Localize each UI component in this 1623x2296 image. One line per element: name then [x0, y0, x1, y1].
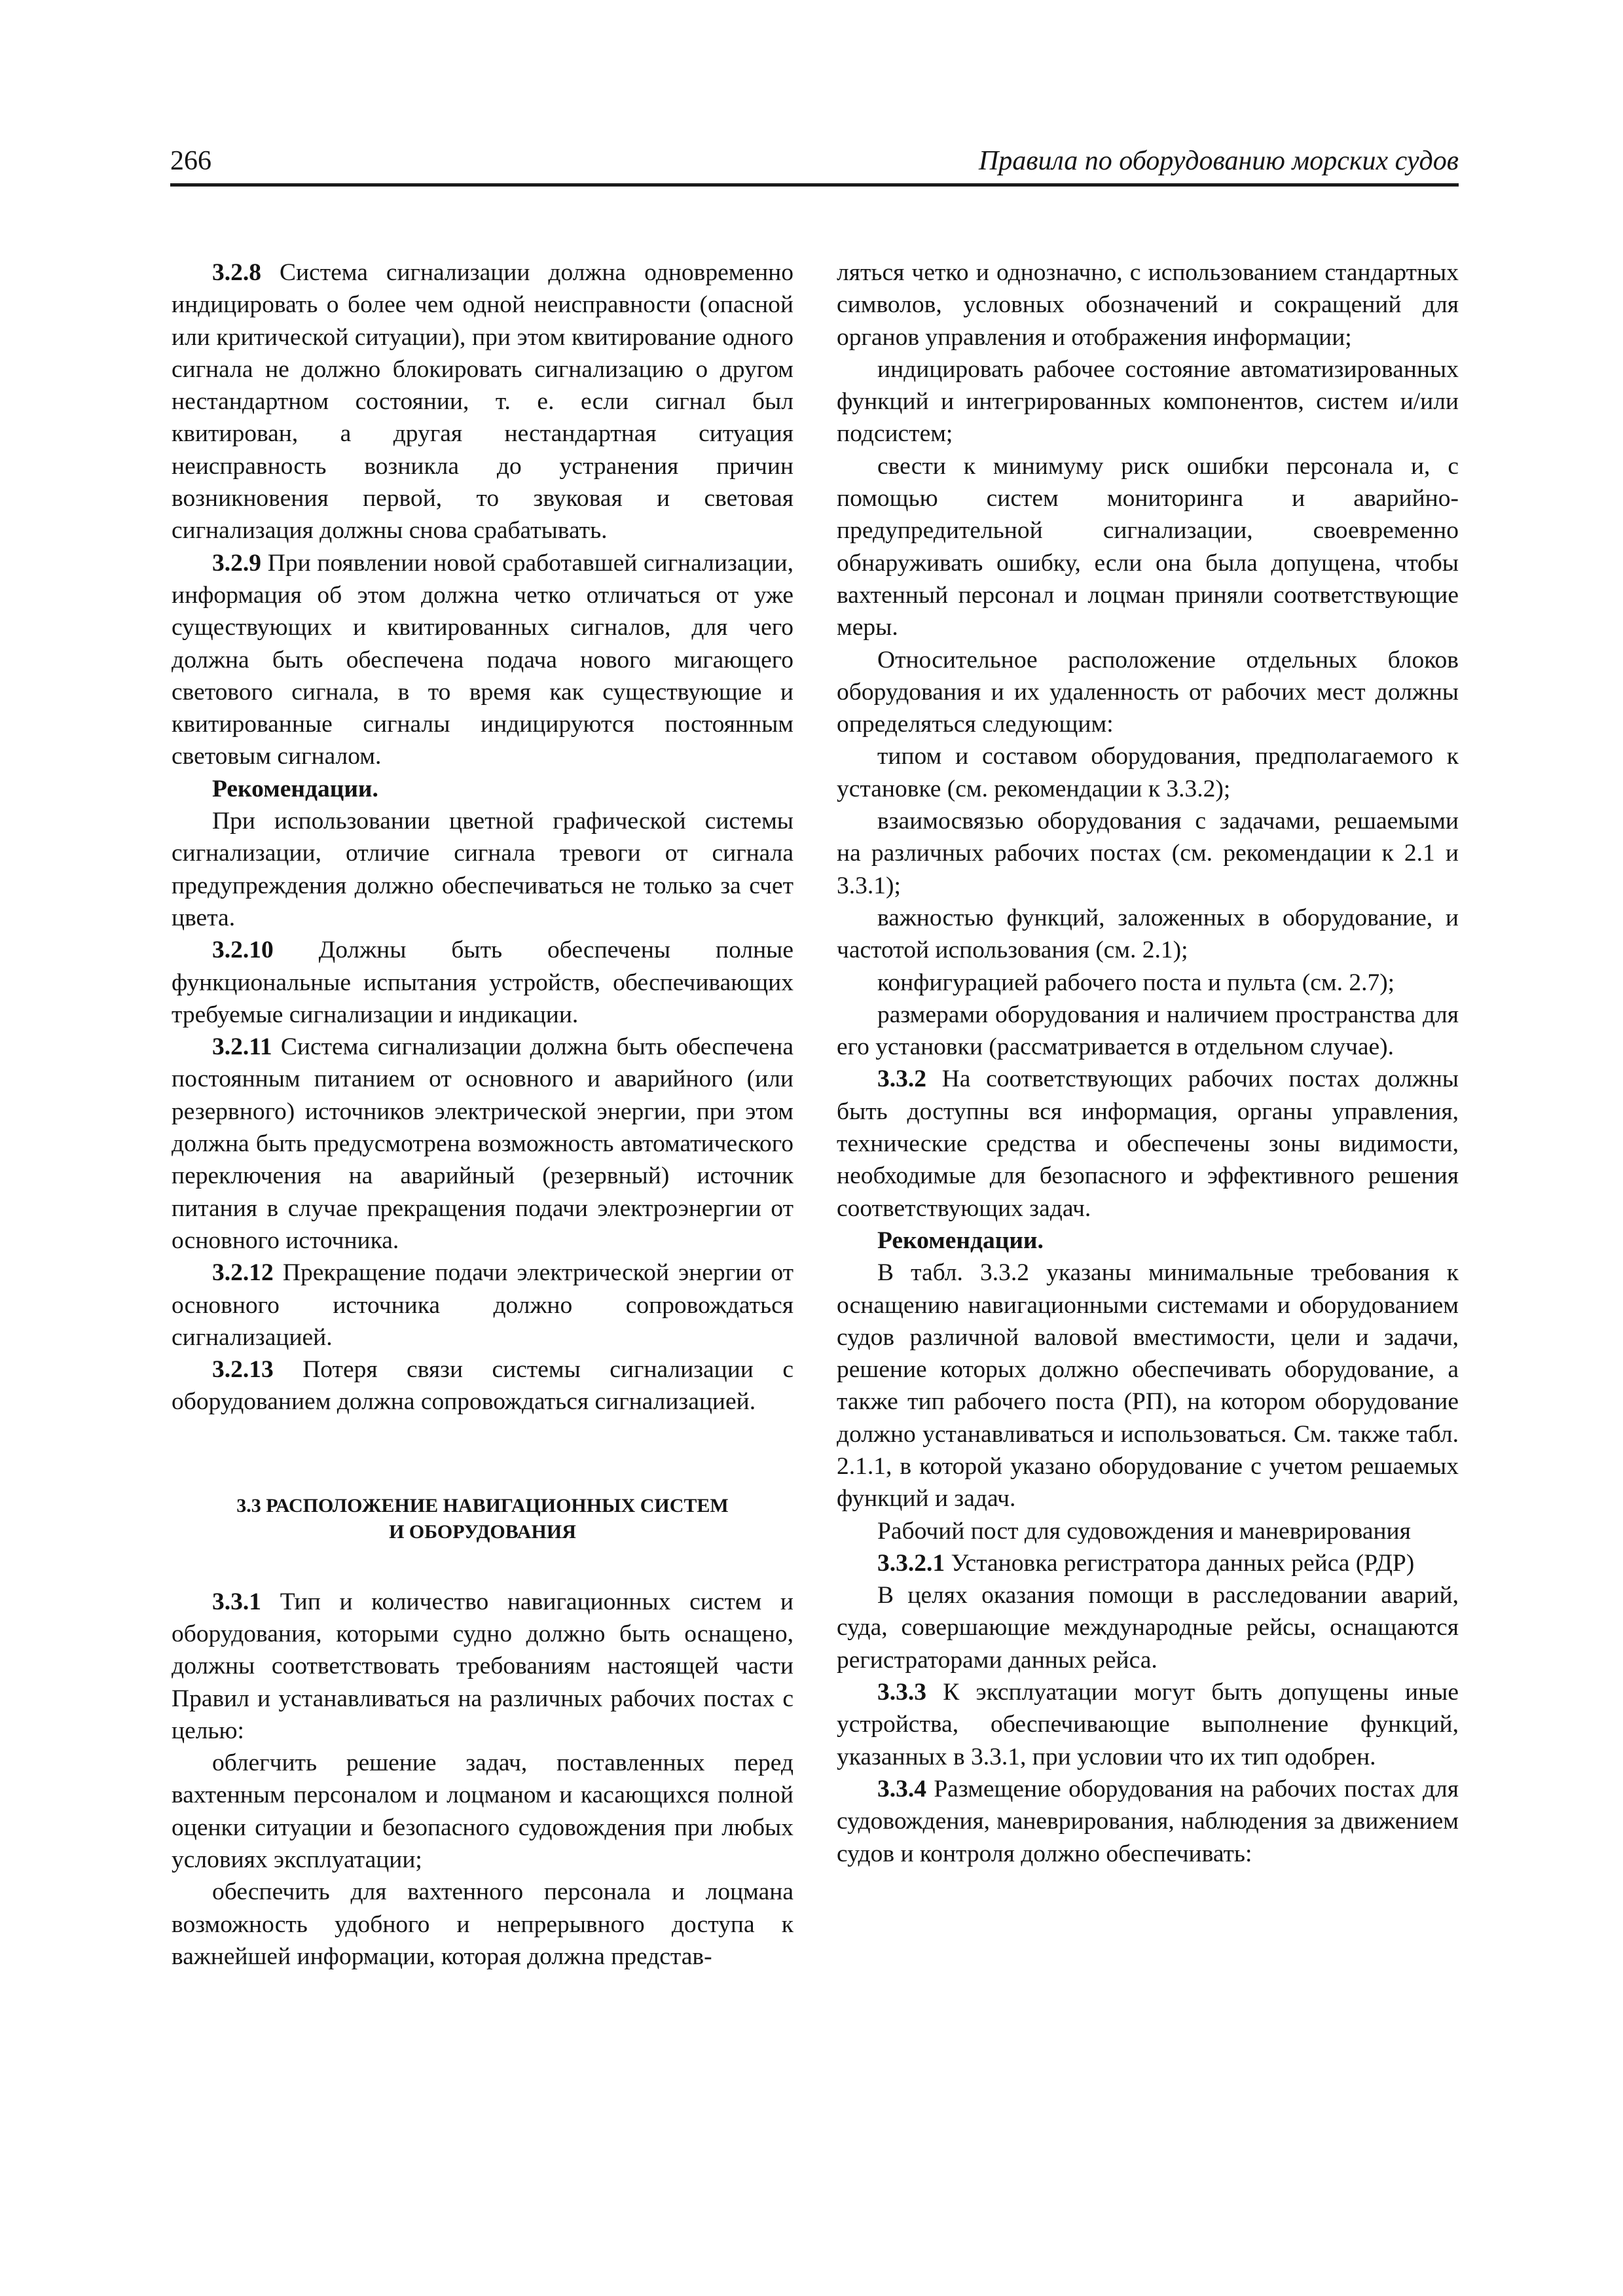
- clause-text: К эксплуатации могут быть допущены иные устройства, обеспечивающие выполнение функций, указанных в 3.3.1, при условии что их тип одобрен.: [837, 1679, 1459, 1770]
- continued-text: ляться четко и однозначно, с использованием стандартных символов, условных обозначений и сокращений для органов управления и отображения информации;: [837, 259, 1459, 351]
- clause-text: Система сигнализации должна быть обеспечена постоянным питанием от основного и аварийного (или резервного) источников электрической энергии, при этом должна быть предусмотрена возможность автоматического переключения на аварийный (резервный) источник питания в случае прекращения подачи электроэнергии от основного источника.: [172, 1033, 793, 1254]
- clause-text: При появлении новой сработавшей сигнализации, информация об этом должна четко отличаться от уже существующих и квитированных сигналов, для чего должна быть обеспечена подача нового мигающего светового сигнала, в то время как существующие и квитированные сигналы индицируются постоянным световым сигналом.: [172, 549, 793, 770]
- factor-item: конфигурацией рабочего поста и пульта (см. 2.7);: [877, 969, 1395, 996]
- body-paragraph: Относительное расположение отдельных блоков оборудования и их удаленность от рабочих мест должны определяться следующим:: [837, 646, 1459, 738]
- right-column: [837, 257, 1459, 1870]
- paragraph-3-2-12: [172, 1257, 793, 1354]
- list-item: облегчить решение задач, поставленных перед вахтенным персоналом и лоцманом и касающихся полной оценки ситуации и безопасного судовождения при любых условиях эксплуатации;: [172, 1749, 793, 1874]
- clause-number: 3.2.10: [212, 937, 274, 964]
- factor-item: размерами оборудования и наличием пространства для его установки (рассматривается в отдельном случае).: [837, 1001, 1459, 1061]
- recommendations-label: Рекомендации.: [877, 1227, 1044, 1254]
- clause-number: 3.2.9: [212, 549, 261, 577]
- clause-number: 3.3.1: [212, 1588, 261, 1615]
- factor-item: взаимосвязью оборудования с задачами, решаемыми на различных рабочих постах (см. рекомендации к 2.1 и 3.3.1);: [837, 808, 1459, 899]
- clause-text: Система сигнализации должна одновременно индицировать о более чем одной неисправности (опасной или критической ситуации), при этом квитирование одного сигнала не должно блокировать сигнализацию о другом нестандартном состоянии, т. е. если сигнал был квитирован, а другая нестандартная ситуация неисправность возникла до устранения причин возникновения первой, то звуковая и световая сигнализация должны снова срабатывать.: [172, 259, 793, 545]
- page-number: 266: [170, 146, 211, 176]
- clause-number: 3.2.13: [212, 1356, 274, 1384]
- paragraph-3-3-1: [172, 1586, 793, 1747]
- clause-number: 3.3.2.1: [877, 1549, 945, 1577]
- recommendations-text: В табл. 3.3.2 указаны минимальные требования к оснащению навигационными системами и оборудованием судов различной валовой вместимости, цели и задачи, решение которых должно обеспечивать оборудование, а также тип рабочего поста (РП), на котором оборудование должно устанавливаться и использоваться. См. также табл. 2.1.1, в которой указано оборудование с учетом решаемых функций и задач.: [837, 1259, 1459, 1513]
- paragraph-3-2-9: [172, 547, 793, 773]
- running-header: [170, 143, 1459, 187]
- paragraph-3-2-13: [172, 1354, 793, 1418]
- left-column: [172, 257, 793, 1973]
- clause-number: 3.2.11: [212, 1033, 272, 1061]
- recommendations-text: При использовании цветной графической системы сигнализации, отличие сигнала тревоги от сигнала предупреждения должно обеспечиваться не только за счет цвета.: [172, 808, 793, 931]
- clause-number: 3.3.4: [877, 1775, 926, 1803]
- paragraph-3-3-3: [837, 1676, 1459, 1773]
- body-paragraph: В целях оказания помощи в расследовании аварий, суда, совершающие международные рейсы, оснащаются регистраторами данных рейса.: [837, 1582, 1459, 1674]
- list-item: свести к минимуму риск ошибки персонала и, с помощью систем мониторинга и аварийно-предупредительной сигнализации, своевременно обнаруживать ошибку, если она была допущена, чтобы вахтенный персонал и лоцман приняли соответствующие меры.: [837, 452, 1459, 641]
- clause-number: 3.3.3: [877, 1679, 926, 1706]
- clause-number: 3.2.8: [212, 259, 261, 286]
- paragraph-3-2-10: [172, 934, 793, 1031]
- clause-text: Потеря связи системы сигнализации с оборудованием должна сопровождаться сигнализацией.: [172, 1356, 793, 1416]
- clause-text: Прекращение подачи электрической энергии от основного источника должно сопровождаться сигнализацией.: [172, 1259, 793, 1351]
- list-item: индицировать рабочее состояние автоматизированных функций и интегрированных компонентов, систем и/или подсистем;: [837, 355, 1459, 448]
- clause-number: 3.3.2: [877, 1066, 926, 1093]
- running-title: Правила по оборудованию морских судов: [978, 146, 1459, 176]
- clause-number: 3.2.12: [212, 1259, 274, 1287]
- paragraph-3-3-2: [837, 1063, 1459, 1224]
- clause-text: Должны быть обеспечены полные функциональные испытания устройств, обеспечивающих требуемые сигнализации и индикации.: [172, 937, 793, 1028]
- section-heading-line: 3.3 РАСПОЛОЖЕНИЕ НАВИГАЦИОННЫХ СИСТЕМ: [236, 1494, 729, 1516]
- section-heading-3-3: [172, 1493, 793, 1545]
- section-heading-line: И ОБОРУДОВАНИЯ: [389, 1520, 576, 1543]
- factor-item: типом и составом оборудования, предполагаемого к установке (см. рекомендации к 3.3.2);: [837, 743, 1459, 802]
- recommendations-label: Рекомендации.: [212, 775, 378, 802]
- paragraph-3-2-11: [172, 1031, 793, 1257]
- paragraph-3-3-4: [837, 1773, 1459, 1870]
- paragraph-3-2-8: [172, 257, 793, 547]
- clause-text: Размещение оборудования на рабочих постах для судовождения, маневрирования, наблюдения за движением судов и контроля должно обеспечивать:: [837, 1775, 1459, 1867]
- list-item: обеспечить для вахтенного персонала и лоцмана возможность удобного и непрерывного доступа к важнейшей информации, которая должна представ-: [172, 1878, 793, 1970]
- clause-text: Тип и количество навигационных систем и оборудования, которыми судно должно быть оснащено, должны соответствовать требованиям настоящей части Правил и устанавливаться на различных рабочих постах с целью:: [172, 1588, 793, 1744]
- body-paragraph: Рабочий пост для судовождения и маневрирования: [877, 1517, 1411, 1545]
- paragraph-3-3-2-1: [837, 1547, 1459, 1579]
- clause-text: На соответствующих рабочих постах должны быть доступны вся информация, органы управления, технические средства и обеспечены зоны видимости, необходимые для безопасного и эффективного решения соответствующих задач.: [837, 1066, 1459, 1222]
- factor-item: важностью функций, заложенных в оборудование, и частотой использования (см. 2.1);: [837, 904, 1459, 964]
- clause-text: Установка регистратора данных рейса (РДР): [945, 1549, 1415, 1577]
